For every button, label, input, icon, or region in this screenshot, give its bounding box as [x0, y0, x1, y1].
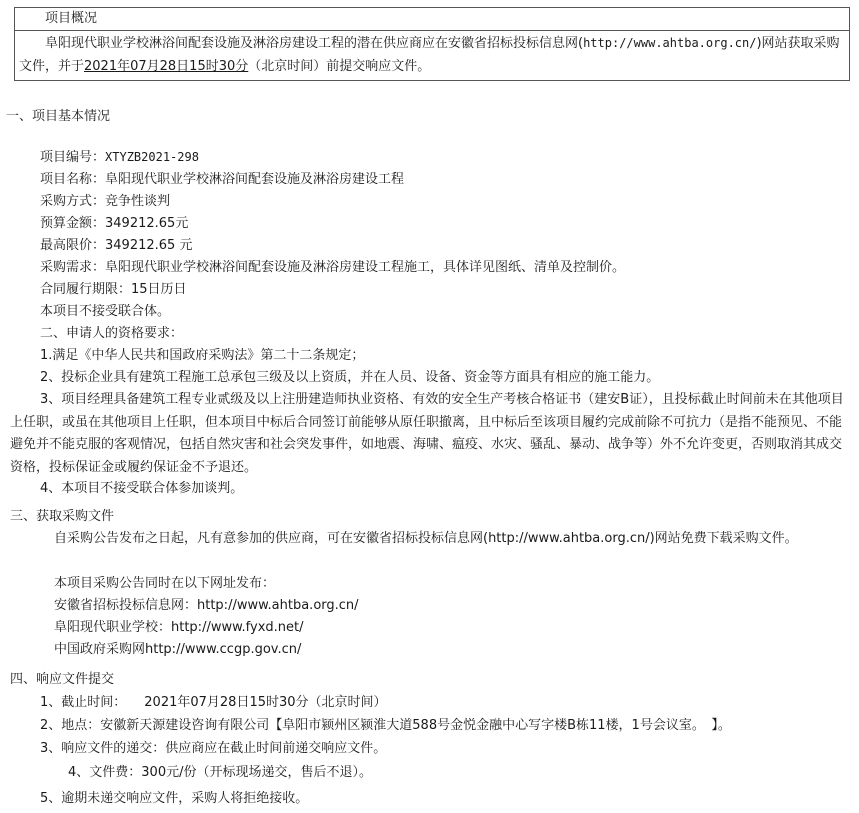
overview-text-c: （北京时间）前提交响应文件。 [248, 59, 431, 74]
project-no-value: XTYZB2021-298 [105, 150, 199, 164]
project-name-label: 项目名称： [40, 172, 106, 187]
qualification-item-1: 1.满足《中华人民共和国政府采购法》第二十二条规定； [40, 348, 365, 363]
max-price-label: 最高限价： [40, 238, 106, 253]
submit-item-4: 4、文件费：300元/份（开标现场递交，售后不退）。 [68, 765, 372, 780]
section1-heading: 一、项目基本情况 [6, 109, 111, 124]
demand-row [40, 258, 625, 278]
overview-deadline: 2021年07月28日15时30分 [84, 59, 249, 74]
overview-header: 项目概况 [15, 8, 850, 31]
method-value: 竞争性谈判 [105, 194, 171, 209]
section3-heading: 三、获取采购文件 [10, 509, 115, 524]
submit-item-1 [40, 693, 387, 713]
term-row [40, 280, 187, 300]
project-name-value: 阜阳现代职业学校淋浴间配套设施及淋浴房建设工程 [105, 172, 405, 187]
section3-paragraph: 自采购公告发布之日起，凡有意参加的供应商，可在安徽省招标投标信息网(http://www.ahtba.org.cn/)网站免费下载采购文件。 [54, 531, 798, 546]
publish-site-3[interactable]: 中国政府采购网http://www.ccgp.gov.cn/ [54, 642, 302, 657]
submit-item-2: 2、地点：安徽新天源建设咨询有限公司【阜阳市颍州区颍淮大道588号金悦金融中心写字楼B栋11楼，1号会议室。 】。 [40, 718, 731, 733]
budget-value: 349212.65元 [105, 216, 189, 231]
qualification-item-4: 4、本项目不接受联合体参加谈判。 [40, 481, 244, 496]
qualification-item-3: 3、项目经理具备建筑工程专业贰级及以上注册建造师执业资格、有效的安全生产考核合格证书（建安B证），且投标截止时间前未在其他项目上任职，或虽在其他项目上任职，但本项目中标后合同签订前能够从原任职撤离，且中标后至该项目履约完成前除不可抗力（是指不能预见、不能避免并不能克服的客观情况，包括自然灾害和社会突发事件，如地震、海啸、瘟疫、水灾、骚乱、暴动、战争等）外不允许变更，否则取消其成交资格，投标保证金或履约保证金不予退还。 [10, 392, 844, 475]
overview-text-a: 阜阳现代职业学校淋浴间配套设施及淋浴房建设工程的潜在供应商应在安徽省招标投标信息网( [45, 36, 584, 51]
publish-site-1[interactable]: 安徽省招标投标信息网：http://www.ahtba.org.cn/ [54, 598, 359, 613]
budget-row [40, 214, 188, 234]
max-price-value: 349212.65 元 [105, 238, 193, 253]
project-no-label: 项目编号： [40, 150, 106, 165]
qualification-item-2: 2、投标企业具有建筑工程施工总承包三级及以上资质，并在人员、设备、资金等方面具有相应的施工能力。 [40, 370, 660, 385]
overview-body [15, 31, 850, 81]
publish-intro: 本项目采购公告同时在以下网址发布： [54, 576, 276, 591]
overview-text-b: )网站获取采购文件，并于 [19, 36, 840, 74]
publish-site-2[interactable]: 阜阳现代职业学校：http://www.fyxd.net/ [54, 620, 304, 635]
section2-heading: 二、申请人的资格要求： [40, 326, 184, 341]
submit-deadline-value: 2021年07月28日15时30分（北京时间） [144, 695, 387, 710]
submit-item-3: 3、响应文件的递交：供应商应在截止时间前递交响应文件。 [40, 741, 387, 756]
submit-deadline-label: 1、截止时间： [40, 695, 127, 710]
method-row [40, 192, 170, 212]
overview-table [14, 7, 850, 81]
section4-heading: 四、响应文件提交 [10, 672, 115, 687]
project-name-row [40, 170, 404, 190]
budget-label: 预算金额： [40, 216, 106, 231]
demand-label: 采购需求： [40, 260, 106, 275]
method-label: 采购方式： [40, 194, 106, 209]
overview-url-link[interactable]: http://www.ahtba.org.cn/ [583, 36, 757, 50]
no-consortium-text: 本项目不接受联合体。 [40, 304, 171, 319]
max-price-row [40, 236, 192, 256]
submit-item-5: 5、逾期未递交响应文件，采购人将拒绝接收。 [40, 791, 309, 806]
demand-value: 阜阳现代职业学校淋浴间配套设施及淋浴房建设工程施工，具体详见图纸、清单及控制价。 [105, 260, 626, 275]
term-label: 合同履行期限： [40, 282, 132, 297]
project-no-row [40, 147, 199, 167]
term-value: 15日历日 [131, 282, 187, 297]
